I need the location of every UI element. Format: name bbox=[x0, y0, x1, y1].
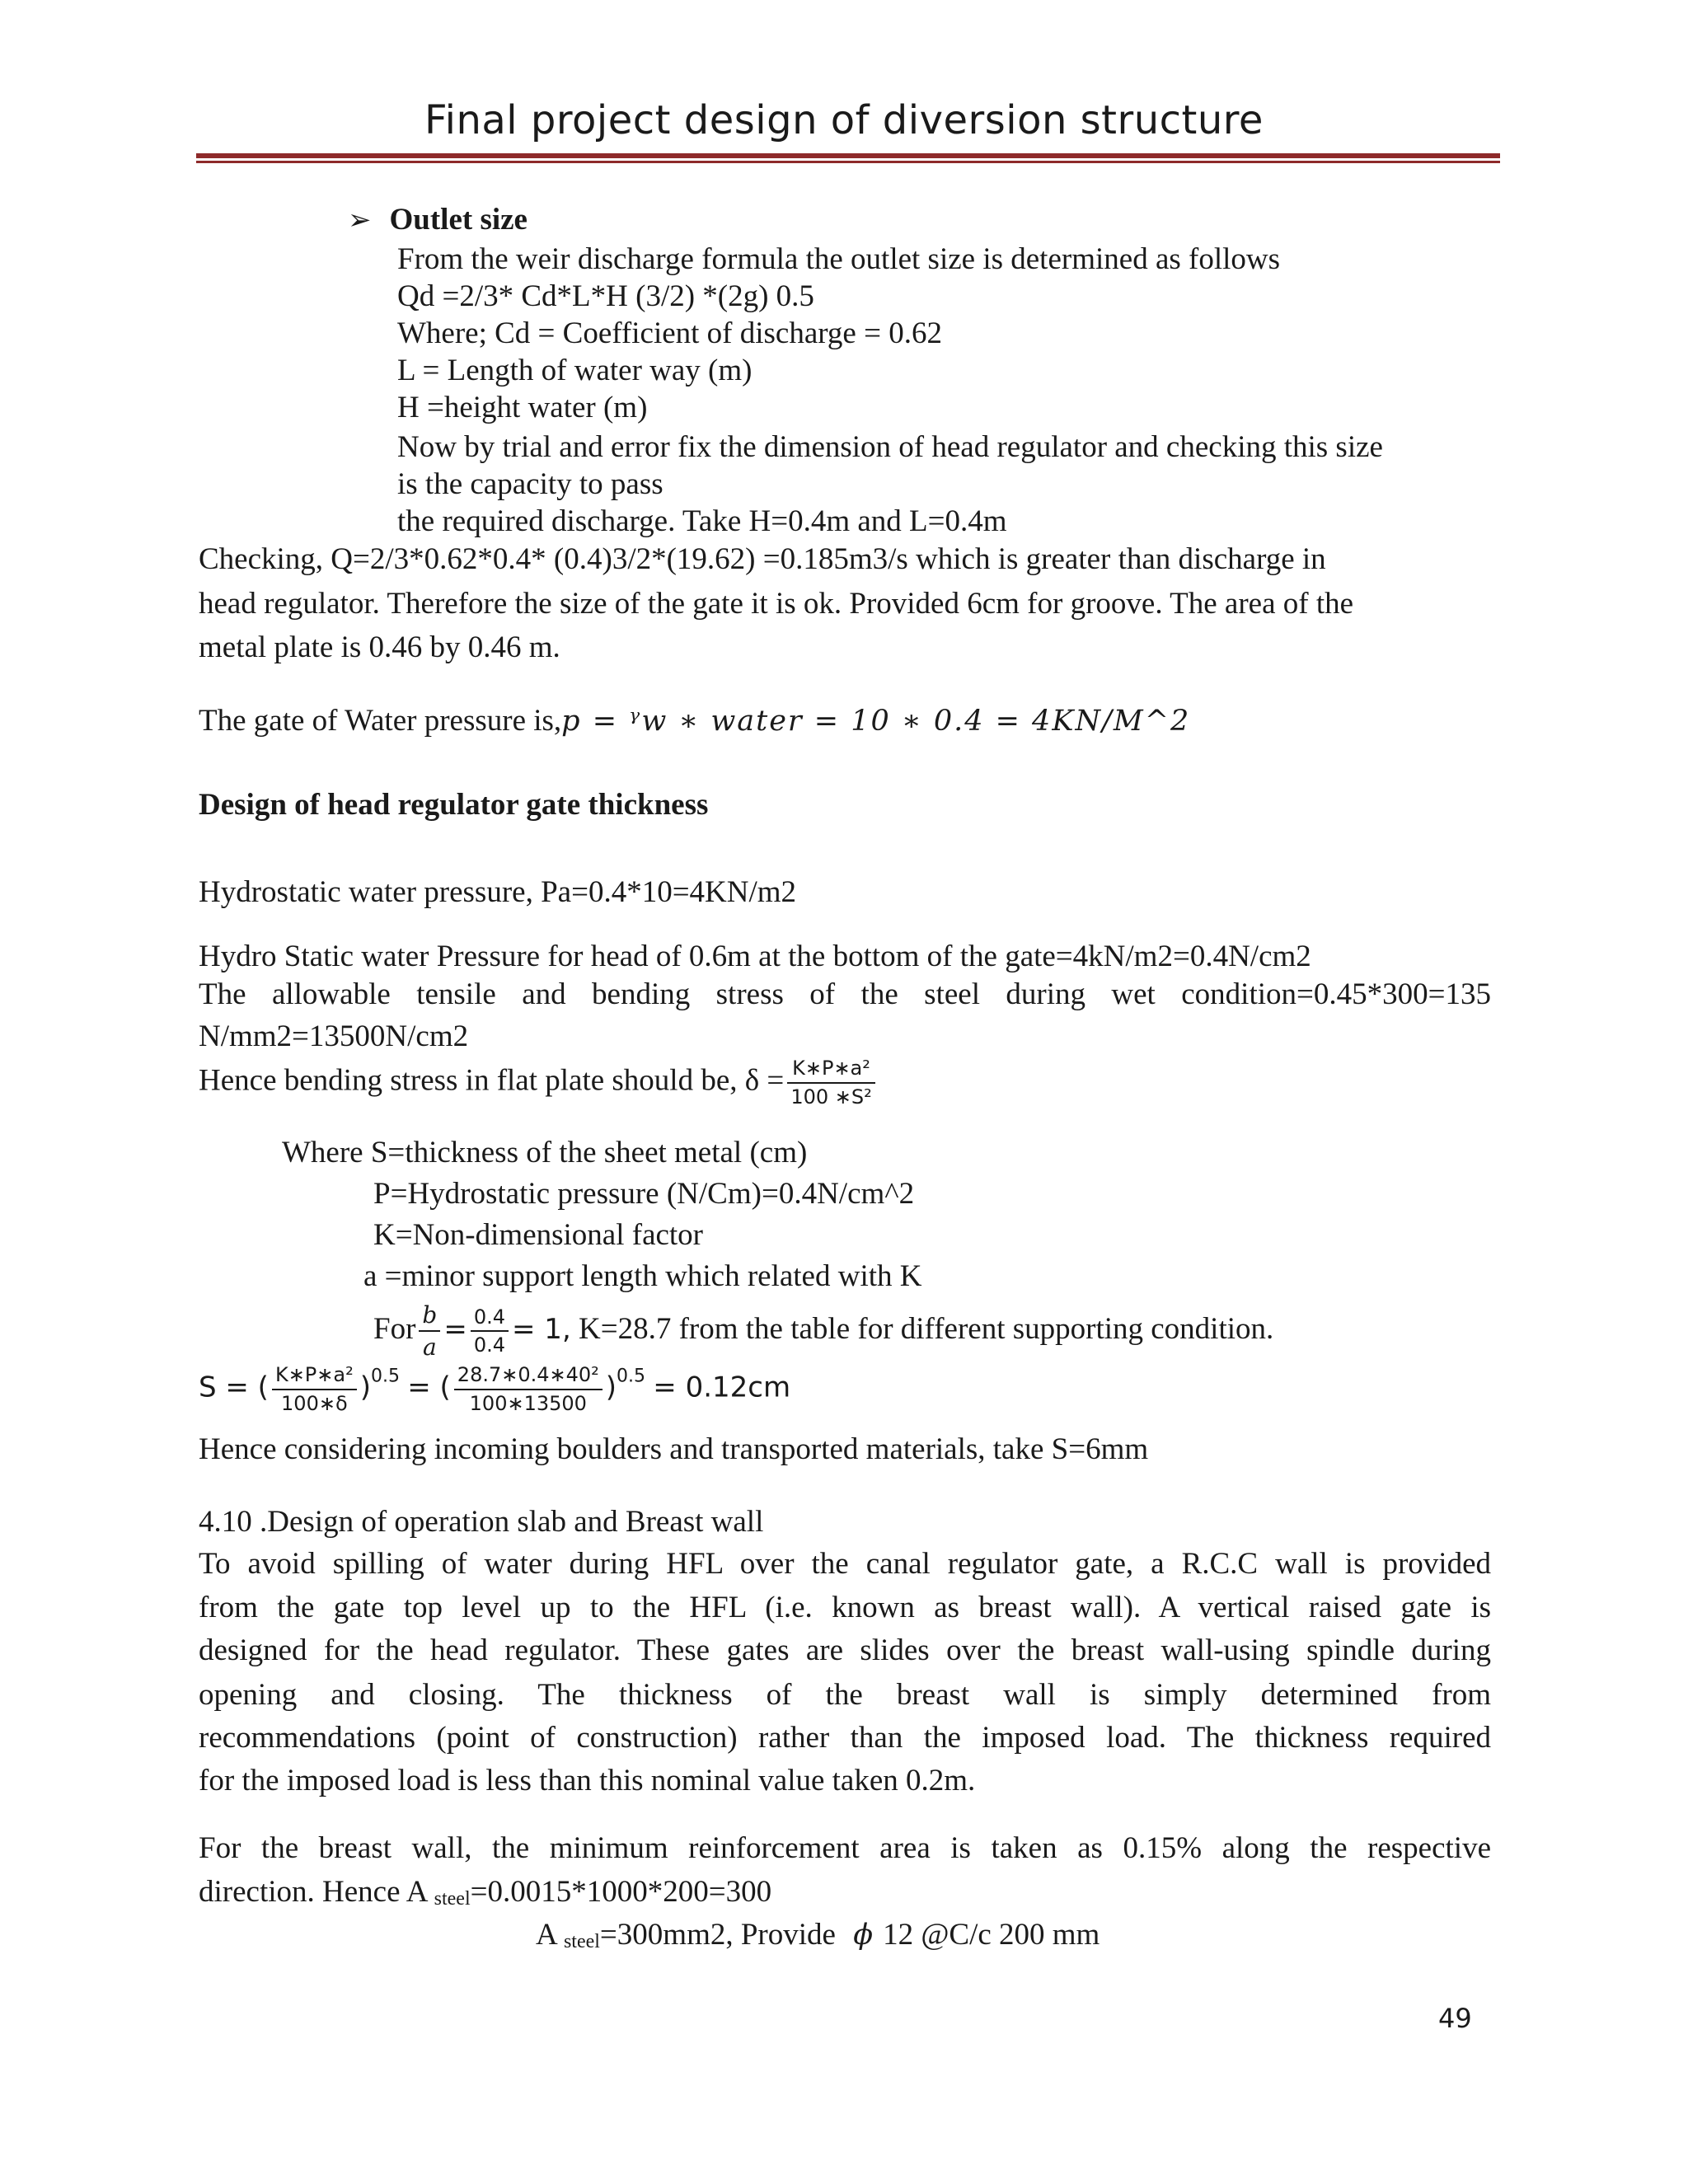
s-mid: = ( bbox=[407, 1371, 451, 1404]
ratio-line bbox=[373, 1302, 1273, 1361]
thickness-equation bbox=[199, 1364, 790, 1415]
bullet-arrow-icon: ➢ bbox=[348, 204, 372, 237]
phi-symbol-icon: ϕ bbox=[853, 1919, 874, 1952]
gate-line-3: The allowable tensile and bending stress of the steel during wet condition=0.45*300=135 bbox=[199, 977, 1491, 1011]
pressure-text: The gate of Water pressure is, bbox=[199, 704, 562, 738]
section-p1-line-2: from the gate top level up to the HFL (i.e. known as breast wall). A vertical raised gate is bbox=[199, 1591, 1491, 1624]
pressure-line bbox=[199, 704, 1190, 739]
steel-subscript: steel bbox=[434, 1888, 471, 1910]
s-label: S = ( bbox=[199, 1371, 269, 1404]
gate-line-4: N/mm2=13500N/cm2 bbox=[199, 1019, 469, 1053]
section-heading: 4.10 .Design of operation slab and Breast wall bbox=[199, 1505, 764, 1539]
section-p1-line-5: recommendations (point of construction) rather than the imposed load. The thickness required bbox=[199, 1721, 1491, 1755]
page-number: 49 bbox=[1438, 2003, 1472, 2034]
section-p1-line-6: for the imposed load is less than this nominal value taken 0.2m. bbox=[199, 1764, 976, 1797]
ratio-num: 0.4 bbox=[473, 1305, 506, 1329]
section-p3-line bbox=[536, 1918, 1100, 1954]
outlet-line-4: L = Length of water way (m) bbox=[397, 354, 753, 387]
s-close-2: ) bbox=[605, 1371, 617, 1404]
s-fraction-2 bbox=[454, 1364, 603, 1415]
where-line-2: P=Hydrostatic pressure (N/Cm)=0.4N/cm^2 bbox=[373, 1177, 915, 1211]
pressure-equation: p = ᵞw ∗ water = 10 ∗ 0.4 = 4KN/M^2 bbox=[561, 705, 1191, 738]
s-close-1: ) bbox=[359, 1371, 371, 1404]
outlet-line-2: Qd =2/3* Cd*L*H (3/2) *(2g) 0.5 bbox=[397, 279, 814, 313]
outlet-line-9: Checking, Q=2/3*0.62*0.4* (0.4)3/2*(19.62) =0.185m3/s which is greater than discharge in bbox=[199, 542, 1326, 576]
ratio-result: = 1, bbox=[512, 1313, 571, 1347]
steel-a: A bbox=[536, 1918, 556, 1952]
s-exp-1: 0.5 bbox=[370, 1366, 400, 1387]
outlet-line-10: head regulator. Therefore the size of the gate it is ok. Provided 6cm for groove. The area of the bbox=[199, 587, 1354, 621]
gate-line-1: Hydrostatic water pressure, Pa=0.4*10=4KN/m2 bbox=[199, 875, 797, 909]
gate-heading: Design of head regulator gate thickness bbox=[199, 788, 709, 822]
fraction-denominator: 100 ∗S² bbox=[787, 1082, 874, 1109]
s-fraction-1 bbox=[272, 1364, 357, 1415]
ratio-value-fraction bbox=[471, 1306, 509, 1357]
outlet-line-1: From the weir discharge formula the outlet size is determined as follows bbox=[397, 242, 1281, 276]
header-rule-thin bbox=[196, 161, 1500, 163]
running-header: Final project design of diversion structure bbox=[424, 97, 1264, 143]
where-line-1: Where S=thickness of the sheet metal (cm) bbox=[282, 1136, 808, 1169]
where-line-3: K=Non-dimensional factor bbox=[373, 1218, 704, 1252]
s-den-2: 100∗13500 bbox=[454, 1389, 603, 1416]
ratio-equals: = bbox=[443, 1313, 467, 1347]
ratio-b-over-a bbox=[419, 1302, 440, 1361]
s-exp-2: 0.5 bbox=[617, 1366, 646, 1387]
ratio-a: a bbox=[419, 1330, 440, 1361]
header-rule-thick bbox=[196, 153, 1500, 158]
fraction-numerator: K∗P∗a² bbox=[792, 1057, 870, 1080]
where-line-4: a =minor support length which related with K bbox=[363, 1259, 922, 1293]
section-p2-line-2 bbox=[199, 1875, 771, 1911]
bending-stress-fraction bbox=[787, 1057, 874, 1108]
outlet-line-8: the required discharge. Take H=0.4m and L=0.4m bbox=[397, 504, 1007, 538]
section-p1-line-3: designed for the head regulator. These gates are slides over the breast wall-using spindle during bbox=[199, 1633, 1491, 1667]
outlet-line-11: metal plate is 0.46 by 0.46 m. bbox=[199, 630, 560, 664]
section-p1-line-4: opening and closing. The thickness of the breast wall is simply determined from bbox=[199, 1678, 1491, 1712]
s-num-1: K∗P∗a² bbox=[274, 1363, 354, 1386]
steel-provide-text: =300mm2, Provide bbox=[599, 1918, 836, 1952]
ratio-b: b bbox=[422, 1301, 438, 1329]
outlet-heading-line bbox=[348, 203, 528, 238]
s-num-2: 28.7∗0.4∗40² bbox=[457, 1363, 599, 1386]
outlet-line-5: H =height water (m) bbox=[397, 391, 648, 424]
section-p2-line-1: For the breast wall, the minimum reinforcement area is taken as 0.15% along the respective bbox=[199, 1831, 1491, 1865]
ratio-tail: K=28.7 from the table for different supporting condition. bbox=[579, 1312, 1274, 1347]
gate-line-6: Hence considering incoming boulders and transported materials, take S=6mm bbox=[199, 1432, 1149, 1466]
outlet-heading: Outlet size bbox=[389, 203, 528, 237]
section-p1-line-1: To avoid spilling of water during HFL over the canal regulator gate, a R.C.C wall is provided bbox=[199, 1547, 1491, 1581]
gate-line-2: Hydro Static water Pressure for head of 0.6m at the bottom of the gate=4kN/m2=0.4N/cm2 bbox=[199, 940, 1311, 973]
steel-area-calc: =0.0015*1000*200=300 bbox=[470, 1875, 772, 1909]
outlet-line-7: is the capacity to pass bbox=[397, 467, 663, 501]
bending-stress-text: Hence bending stress in flat plate should be, δ = bbox=[199, 1063, 785, 1098]
bending-stress-line bbox=[199, 1057, 879, 1108]
ratio-for: For bbox=[373, 1312, 416, 1347]
s-den-1: 100∗δ bbox=[272, 1389, 357, 1416]
steel-subscript-2: steel bbox=[563, 1931, 600, 1952]
ratio-den: 0.4 bbox=[471, 1330, 509, 1357]
outlet-line-3: Where; Cd = Coefficient of discharge = 0.62 bbox=[397, 316, 942, 350]
s-result: = 0.12cm bbox=[653, 1371, 791, 1404]
steel-area-text: direction. Hence A bbox=[199, 1875, 427, 1909]
outlet-line-6: Now by trial and error fix the dimension of head regulator and checking this size bbox=[397, 430, 1383, 464]
bar-spacing-text: 12 @C/c 200 mm bbox=[883, 1918, 1100, 1952]
